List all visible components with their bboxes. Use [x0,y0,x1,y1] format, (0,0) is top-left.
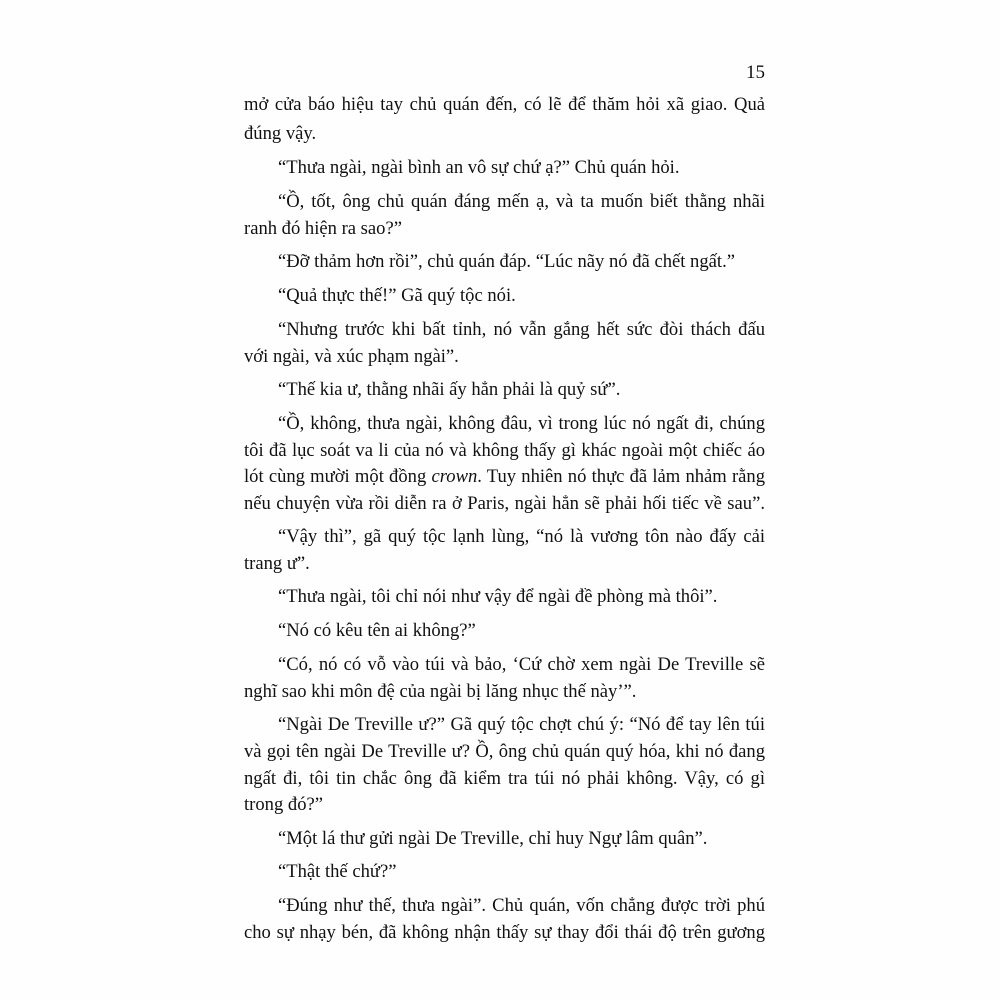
text-line: “Một lá thư gửi ngài De Treville, chỉ huy Ngự lâm quân”. [278,828,708,849]
text-line: mở cửa báo hiệu tay chủ quán đến, có lẽ để thăm hỏi xã giao. Quả [244,94,765,115]
text-line: “Ồ, tốt, ông chủ quán đáng mến ạ, và ta muốn biết thằng nhãi [278,191,765,212]
italic-term: crown [431,466,478,487]
text-line: nghĩ sao khi môn đệ của ngài bị lăng nhục thế này’”. [244,681,637,702]
text-line: với ngài, và xúc phạm ngài”. [244,346,459,367]
text-line: “Quả thực thế!” Gã quý tộc nói. [278,285,516,306]
text-line: “Thưa ngài, ngài bình an vô sự chứ ạ?” Chủ quán hỏi. [278,157,680,178]
page-number: 15 [746,62,765,83]
text-line: “Nhưng trước khi bất tỉnh, nó vẫn gắng hết sức đòi thách đấu [278,319,765,340]
text-line: “Ngài De Treville ư?” Gã quý tộc chợt chú ý: “Nó để tay lên túi [278,714,765,735]
text-line: “Nó có kêu tên ai không?” [278,620,476,641]
text-line: ranh đó hiện ra sao?” [244,218,402,239]
text-line: “Có, nó có vỗ vào túi và bảo, ‘Cứ chờ xem ngài De Treville sẽ [278,654,765,675]
text-line: tôi đã lục soát va li của nó và không thấy gì khác ngoài một chiếc áo [244,440,765,461]
text-fragment: lót cùng mười một đồng [244,466,432,487]
text-line: “Vậy thì”, gã quý tộc lạnh lùng, “nó là vương tôn nào đấy cải [278,526,765,547]
text-line [244,464,765,490]
text-line: “Ồ, không, thưa ngài, không đâu, vì trong lúc nó ngất đi, chúng [278,413,765,434]
text-line: “Thế kia ư, thằng nhãi ấy hẳn phải là quỷ sứ”. [278,379,621,400]
text-line: cho sự nhạy bén, đã không nhận thấy sự thay đổi thái độ trên gương [244,922,765,943]
text-line: “Thật thế chứ?” [278,861,397,882]
text-fragment: . Tuy nhiên nó thực đã lảm nhảm rằng [477,466,766,487]
text-line: nếu chuyện vừa rồi diễn ra ở Paris, ngài hẳn sẽ phải hối tiếc về sau”. [244,493,765,514]
text-line: ngất đi, tôi tin chắc ông đã kiểm tra túi nó phải không. Vậy, có gì [244,768,765,789]
text-line: đúng vậy. [244,123,317,144]
text-line: “Đúng như thế, thưa ngài”. Chủ quán, vốn chẳng được trời phú [278,895,765,916]
text-line: trang ư”. [244,553,310,574]
text-line: trong đó?” [244,794,323,815]
text-line: “Thưa ngài, tôi chỉ nói như vậy để ngài đề phòng mà thôi”. [278,586,718,607]
text-line: “Đỡ thảm hơn rồi”, chủ quán đáp. “Lúc nãy nó đã chết ngất.” [278,251,735,272]
text-line: và gọi tên ngài De Treville ư? Ồ, ông chủ quán quý hóa, khi nó đang [244,741,765,762]
